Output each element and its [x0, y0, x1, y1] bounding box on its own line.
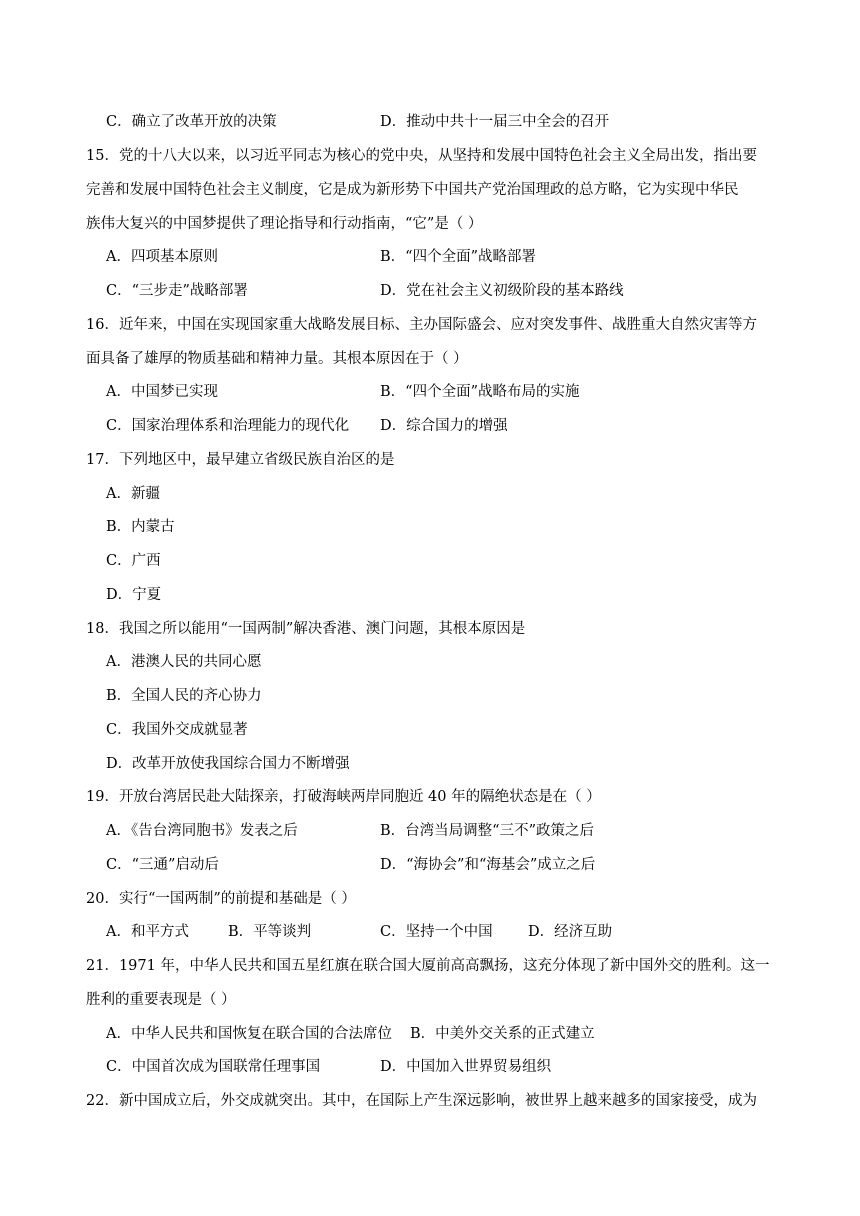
q17-option-c: C．广西 — [106, 553, 161, 569]
q16-option-b: B．“四个全面”战略布局的实施 — [380, 384, 580, 400]
q21-option-b: B．中美外交关系的正式建立 — [410, 1026, 595, 1042]
q16-option-c: C．国家治理体系和治理能力的现代化 — [106, 418, 350, 434]
q15-option-a: A．四项基本原则 — [106, 249, 218, 265]
q20-option-a: A．和平方式 — [106, 924, 189, 940]
q14-option-c: C．确立了改革开放的决策 — [106, 114, 277, 130]
q20-stem: 20．实行“一国两制”的前提和基础是（ ） — [86, 891, 356, 907]
q15-stem-line-3: 族伟大复兴的中国梦提供了理论指导和行动指南，“它”是（ ） — [86, 216, 483, 232]
q21-option-a: A．中华人民共和国恢复在联合国的合法席位 — [106, 1026, 392, 1042]
q19-stem: 19．开放台湾居民赴大陆探亲，打破海峡两岸同胞近 40 年的隔绝状态是在（ ） — [86, 789, 601, 805]
q16-stem-line-2: 面具备了雄厚的物质基础和精神力量。其根本原因在于（ ） — [86, 351, 468, 367]
q16-option-d: D．综合国力的增强 — [380, 418, 508, 434]
q19-option-a: A．《告台湾同胞书》发表之后 — [106, 823, 298, 839]
q19-option-c: C．“三通”启动后 — [106, 857, 219, 873]
q20-option-c: C．坚持一个中国 — [380, 924, 493, 940]
q18-option-d: D．改革开放使我国综合国力不断增强 — [106, 756, 350, 772]
q15-option-d: D．党在社会主义初级阶段的基本路线 — [380, 283, 624, 299]
q19-option-d: D．“海协会”和“海基会”成立之后 — [380, 857, 596, 873]
q16-stem-line-1: 16．近年来，中国在实现国家重大战略发展目标、主办国际盛会、应对突发事件、战胜重大自然灾害等方 — [86, 317, 757, 333]
q18-option-a: A．港澳人民的共同心愿 — [106, 654, 262, 670]
q15-option-b: B．“四个全面”战略部署 — [380, 249, 536, 265]
q16-option-a: A．中国梦已实现 — [106, 384, 218, 400]
q18-stem: 18．我国之所以能用“一国两制”解决香港、澳门问题，其根本原因是 — [86, 621, 526, 637]
q21-option-c: C．中国首次成为国联常任理事国 — [106, 1059, 321, 1075]
q14-option-d: D．推动中共十一届三中全会的召开 — [380, 114, 610, 130]
q17-option-a: A．新疆 — [106, 486, 160, 502]
q21-stem-line-2: 胜利的重要表现是（ ） — [86, 992, 236, 1008]
q15-stem-line-2: 完善和发展中国特色社会主义制度，它是成为新形势下中国共产党治国理政的总方略，它为实现中华民 — [86, 182, 739, 198]
q15-option-c: C．“三步走”战略部署 — [106, 283, 248, 299]
q22-stem: 22．新中国成立后，外交成就突出。其中，在国际上产生深远影响，被世界上越来越多的国家接受，成为 — [86, 1093, 757, 1109]
q18-option-c: C．我国外交成就显著 — [106, 722, 248, 738]
q17-stem: 17．下列地区中，最早建立省级民族自治区的是 — [86, 452, 395, 468]
q21-stem-line-1: 21．1971 年，中华人民共和国五星红旗在联合国大厦前高高飘扬，这充分体现了新中国外交的胜利。这一 — [86, 958, 770, 974]
q17-option-d: D．宁夏 — [106, 587, 162, 603]
q15-stem-line-1: 15．党的十八大以来，以习近平同志为核心的党中央，从坚持和发展中国特色社会主义全局出发，指出要 — [86, 148, 757, 164]
q18-option-b: B．全国人民的齐心协力 — [106, 688, 262, 704]
q20-option-d: D．经济互助 — [528, 924, 613, 940]
q20-option-b: B．平等谈判 — [228, 924, 312, 940]
q21-option-d: D．中国加入世界贸易组织 — [380, 1059, 552, 1075]
q19-option-b: B．台湾当局调整“三不”政策之后 — [380, 823, 594, 839]
q17-option-b: B．内蒙古 — [106, 519, 175, 535]
